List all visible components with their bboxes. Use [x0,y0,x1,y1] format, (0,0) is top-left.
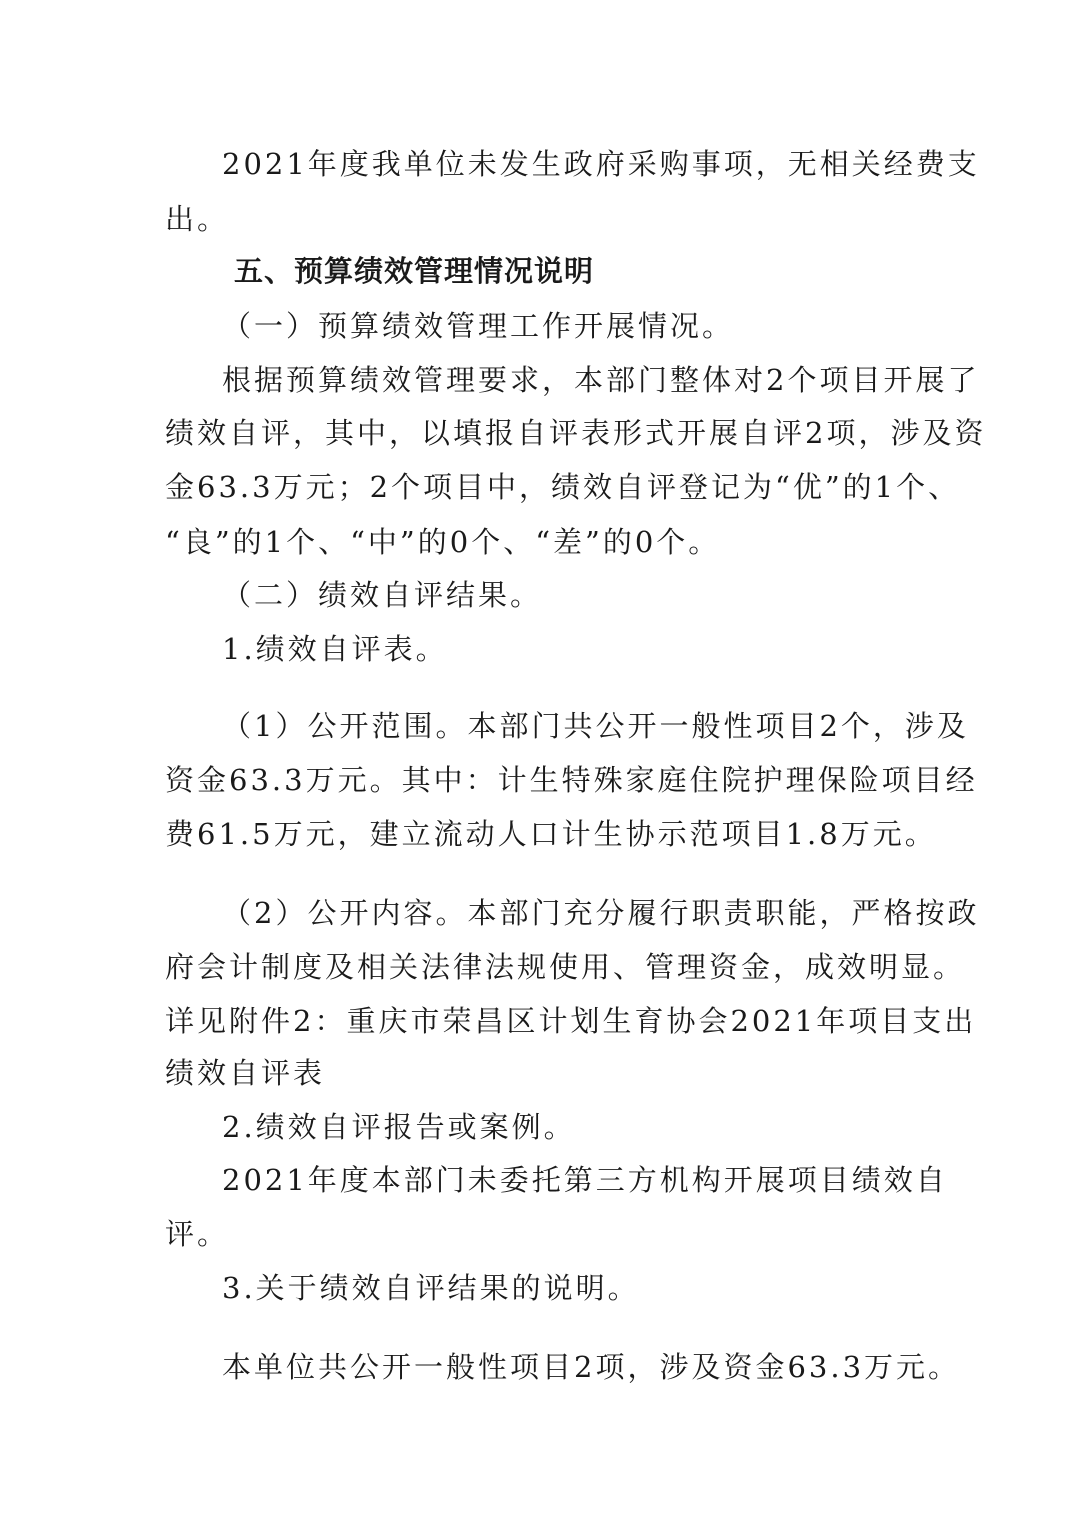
list-heading: 1.绩效自评表。 [222,632,448,666]
subsection-heading: （二）绩效自评结果。 [222,578,543,612]
list-heading: 2.绩效自评报告或案例。 [222,1110,576,1144]
paragraph-line: “良”的1个、“中”的0个、“差”的0个。 [165,525,721,559]
paragraph-line: 根据预算绩效管理要求，本部门整体对2个项目开展了 [222,363,980,397]
paragraph-line: 费61.5万元，建立流动人口计生协示范项目1.8万元。 [165,817,937,851]
paragraph-line: （1）公开范围。本部门共公开一般性项目2个，涉及 [222,709,969,743]
subsection-heading: （一）预算绩效管理工作开展情况。 [222,309,735,343]
paragraph-line: 2021年度本部门未委托第三方机构开展项目绩效自 [222,1163,948,1197]
paragraph-line: 详见附件2：重庆市荣昌区计划生育协会2021年项目支出 [165,1004,977,1038]
paragraph-line: 绩效自评表 [165,1056,326,1090]
paragraph-line: 2021年度我单位未发生政府采购事项，无相关经费支 [222,147,980,181]
list-heading: 3.关于绩效自评结果的说明。 [222,1271,640,1305]
paragraph-line: 绩效自评，其中，以填报自评表形式开展自评2项，涉及资 [165,416,987,450]
paragraph-line: 金63.3万元；2个项目中，绩效自评登记为“优”的1个、 [165,470,961,504]
section-heading: 五、预算绩效管理情况说明 [234,254,595,288]
paragraph-line: 资金63.3万元。其中：计生特殊家庭住院护理保险项目经 [165,763,978,797]
paragraph-line: 府会计制度及相关法律法规使用、管理资金，成效明显。 [165,950,966,984]
paragraph-line: （2）公开内容。本部门充分履行职责职能，严格按政 [222,896,980,930]
paragraph-line: 出。 [165,202,230,236]
paragraph-line: 本单位共公开一般性项目2项，涉及资金63.3万元。 [222,1350,961,1384]
paragraph-line: 评。 [165,1217,230,1251]
